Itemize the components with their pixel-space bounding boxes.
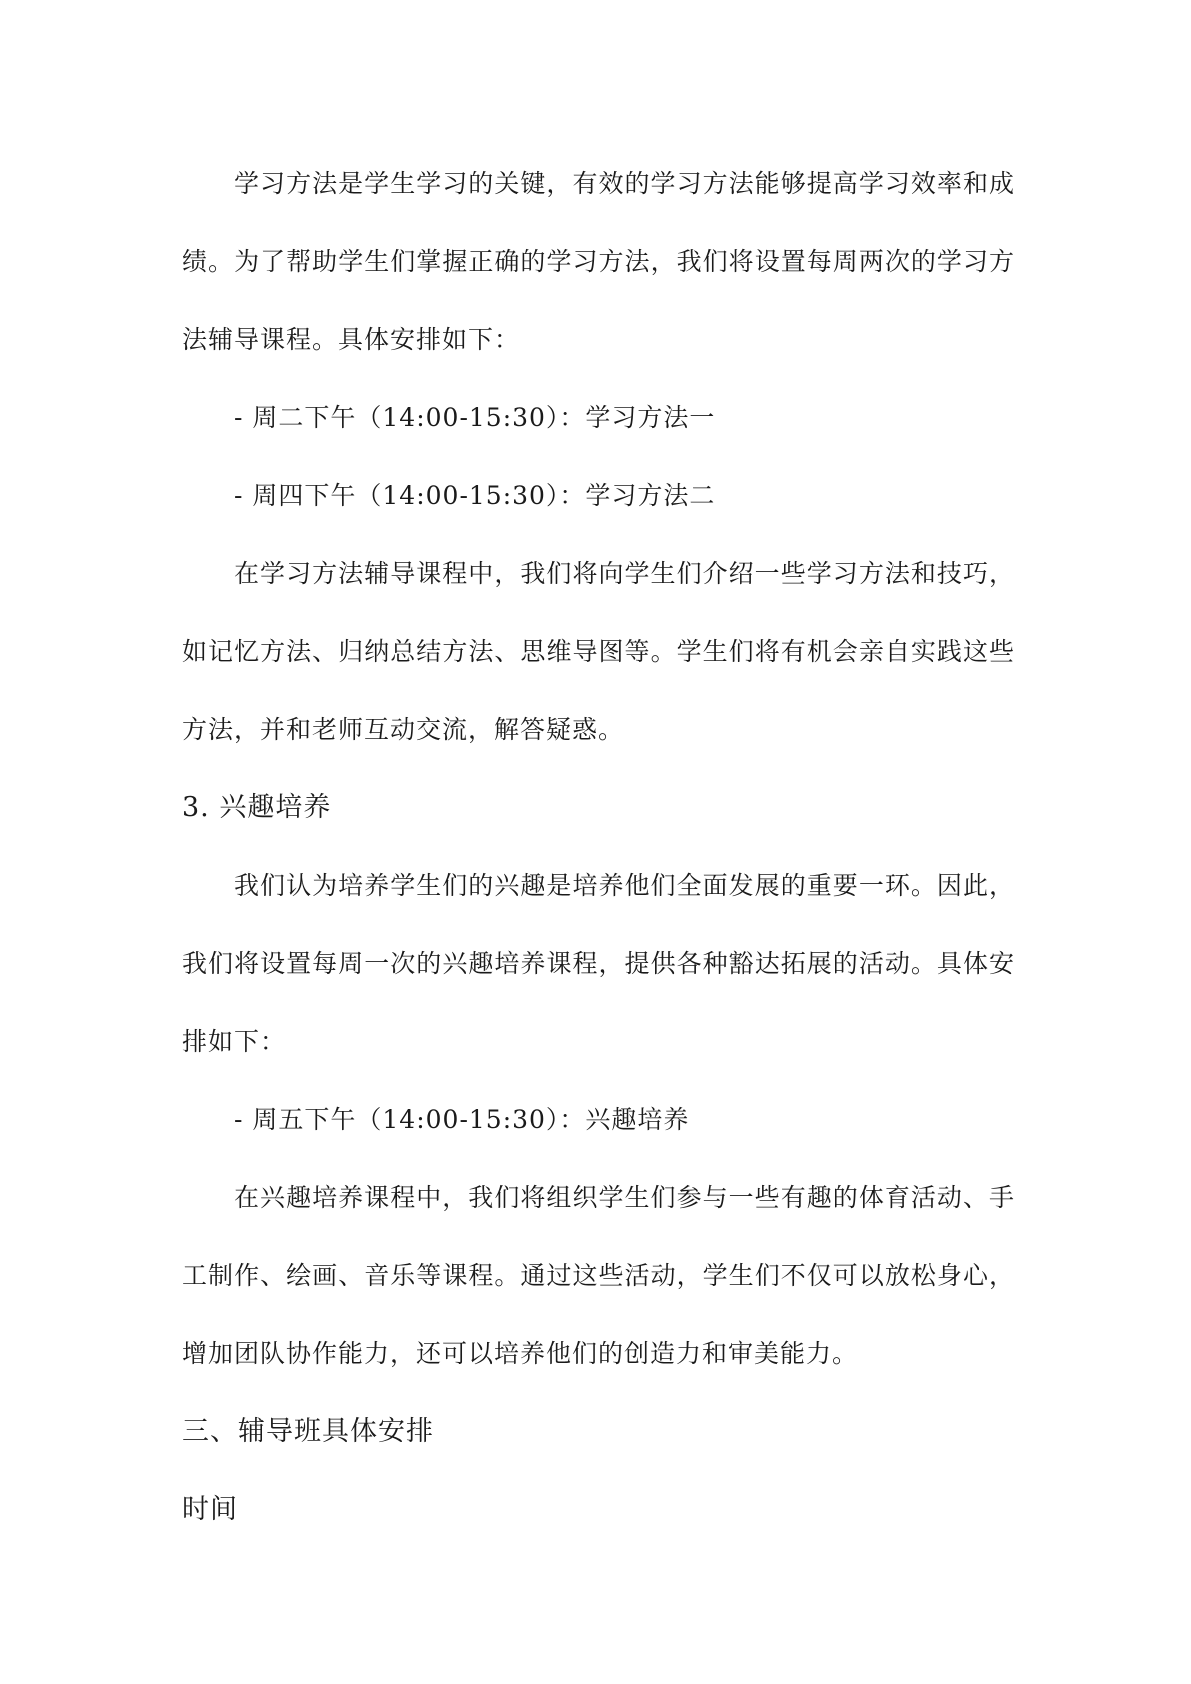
section-heading-interest: 3. 兴趣培养 bbox=[182, 792, 332, 823]
schedule-item-thursday: - 周四下午（14:00-15:30）：学习方法二 bbox=[234, 481, 716, 510]
paragraph-study-methods-detail: 在学习方法辅导课程中，我们将向学生们介绍一些学习方法和技巧，如记忆方法、归纳总结方法、思维导图等。学生们将有机会亲自实践这些方法，并和老师互动交流，解答疑惑。 bbox=[182, 559, 1015, 744]
section-heading-time: 时间 bbox=[182, 1494, 238, 1525]
section-heading-arrangement: 三、辅导班具体安排 bbox=[182, 1416, 434, 1447]
paragraph-interest-detail: 在兴趣培养课程中，我们将组织学生们参与一些有趣的体育活动、手工制作、绘画、音乐等课程。通过这些活动，学生们不仅可以放松身心，增加团队协作能力，还可以培养他们的创造力和审美能力。 bbox=[182, 1183, 1015, 1368]
paragraph-study-methods-intro: 学习方法是学生学习的关键，有效的学习方法能够提高学习效率和成绩。为了帮助学生们掌握正确的学习方法，我们将设置每周两次的学习方法辅导课程。具体安排如下： bbox=[182, 169, 1015, 354]
schedule-item-friday: - 周五下午（14:00-15:30）：兴趣培养 bbox=[234, 1105, 690, 1134]
paragraph-interest-intro: 我们认为培养学生们的兴趣是培养他们全面发展的重要一环。因此，我们将设置每周一次的兴趣培养课程，提供各种豁达拓展的活动。具体安排如下： bbox=[182, 871, 1015, 1056]
schedule-item-tuesday: - 周二下午（14:00-15:30）：学习方法一 bbox=[234, 403, 716, 432]
document-body bbox=[182, 145, 1015, 1549]
